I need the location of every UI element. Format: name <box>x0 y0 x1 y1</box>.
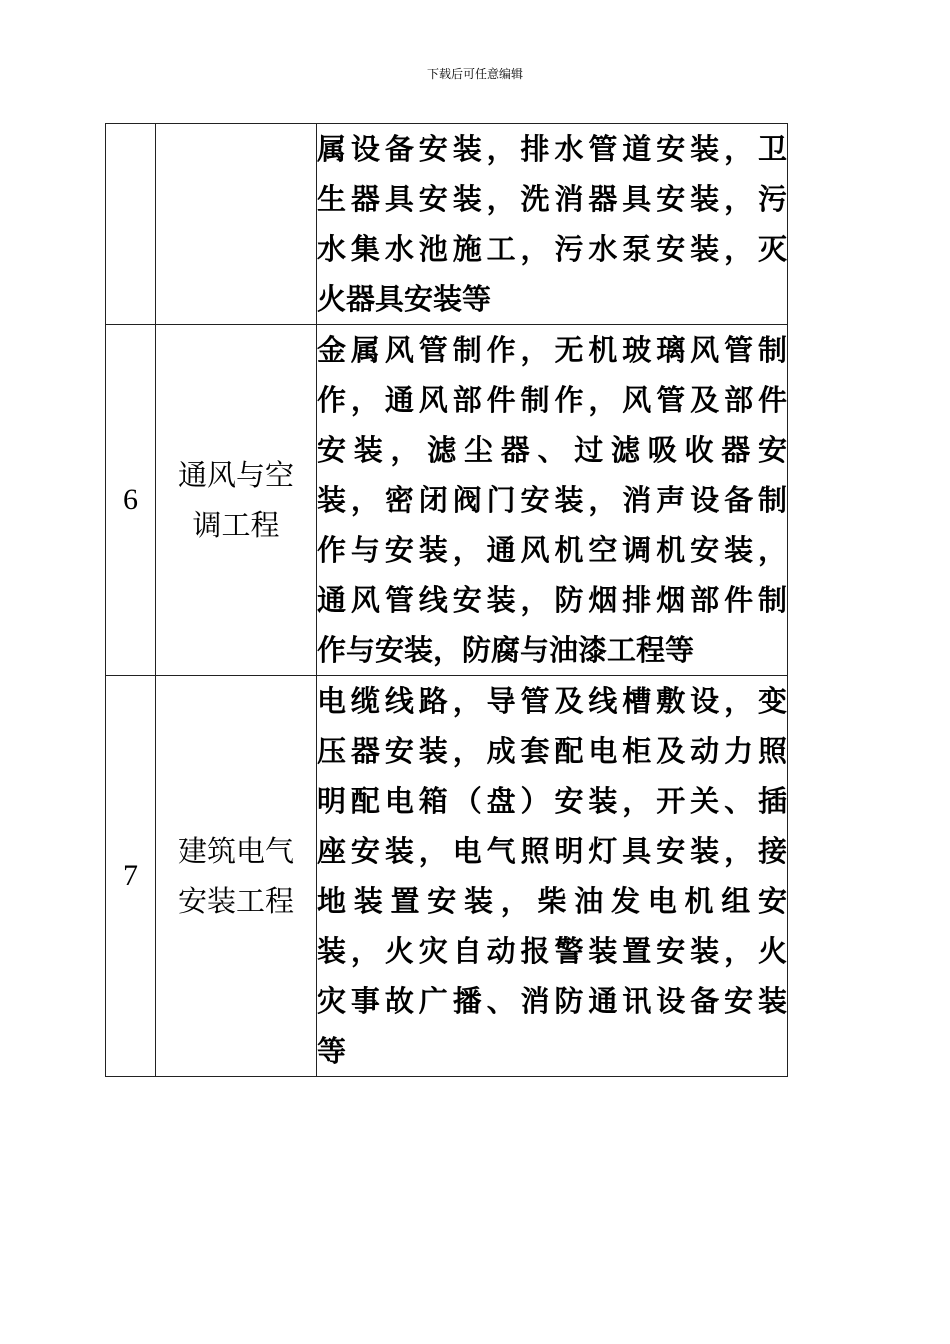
description-line: 压器安装，成套配电柜及动力照 <box>317 734 787 768</box>
description-line: 电缆线路，导管及线槽敷设，变 <box>317 684 787 718</box>
description-line: 作，通风部件制作，风管及部件 <box>317 383 787 417</box>
row-name <box>156 676 317 1077</box>
table-row <box>106 124 788 325</box>
description-line: 等 <box>317 1034 347 1068</box>
description-line: 装，火灾自动报警装置安装，火 <box>317 934 787 968</box>
description-line: 安装，滤尘器、过滤吸收器安 <box>317 433 787 467</box>
row-description <box>317 676 788 1077</box>
description-line: 水集水池施工，污水泵安装，灭 <box>317 232 787 266</box>
description-line: 装，密闭阀门安装，消声设备制 <box>317 483 787 517</box>
description-line: 明配电箱（盘）安装，开关、插 <box>317 784 787 818</box>
name-line: 建筑电气 <box>177 834 294 868</box>
row-name <box>156 325 317 676</box>
description-line: 属设备安装，排水管道安装，卫 <box>317 132 787 166</box>
work-items-table <box>105 123 788 1077</box>
description-line: 作与安装，通风机空调机安装， <box>317 533 787 567</box>
name-line: 通风与空 <box>177 458 294 492</box>
description-line: 灾事故广播、消防通讯设备安装 <box>317 984 787 1018</box>
description-line: 地装置安装，柴油发电机组安 <box>317 884 787 918</box>
table-row <box>106 325 788 676</box>
description-line: 通风管线安装，防烟排烟部件制 <box>317 583 787 617</box>
row-number: 7 <box>106 676 156 1077</box>
description-line: 金属风管制作，无机玻璃风管制 <box>317 333 787 367</box>
description-line: 生器具安装，洗消器具安装，污 <box>317 182 787 216</box>
name-line: 安装工程 <box>177 884 294 918</box>
description-line: 作与安装，防腐与油漆工程等 <box>317 633 695 667</box>
row-description <box>317 124 788 325</box>
table-row <box>106 676 788 1077</box>
page-header-note: 下载后可任意编辑 <box>426 67 523 81</box>
row-number: 6 <box>106 325 156 676</box>
row-description <box>317 325 788 676</box>
name-line: 调工程 <box>192 508 280 542</box>
row-name <box>156 124 317 325</box>
description-line: 火器具安装等 <box>317 282 492 316</box>
row-number <box>106 124 156 325</box>
description-line: 座安装，电气照明灯具安装，接 <box>317 834 787 868</box>
